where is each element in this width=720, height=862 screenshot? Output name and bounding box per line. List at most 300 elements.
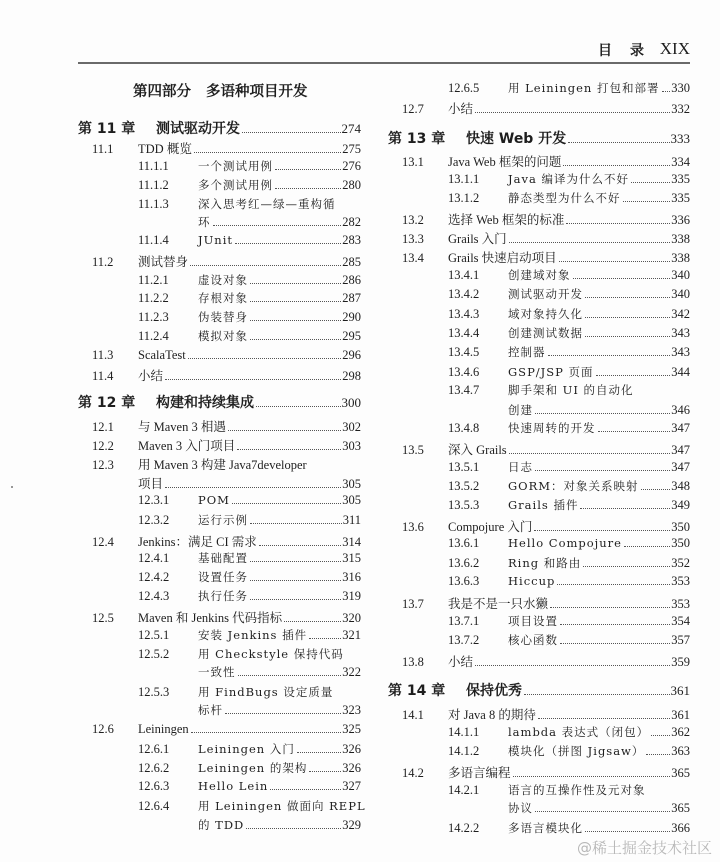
toc-title: lambda 表达式（闭包） <box>508 725 650 739</box>
toc-title: Leiningen <box>138 722 189 736</box>
toc-title: POM <box>198 493 230 507</box>
toc-subsection-row[interactable] <box>138 309 361 327</box>
toc-number: 11.2.4 <box>138 329 169 343</box>
toc-page-number: 290 <box>342 310 361 324</box>
dot-leader <box>550 607 670 608</box>
toc-page-number: 330 <box>671 81 690 95</box>
toc-number: 13.1.2 <box>448 191 480 205</box>
toc-page-number: 326 <box>342 761 361 775</box>
toc-title: Compojure 入门 <box>448 520 533 534</box>
toc-title: 域对象持久化 <box>508 307 583 321</box>
toc-subsection-row[interactable] <box>448 782 690 800</box>
toc-page-number: 287 <box>342 291 361 305</box>
toc-title: Hello Lein <box>198 779 269 793</box>
toc-title: 标杆 <box>198 703 223 717</box>
toc-subsection-row[interactable] <box>138 779 361 797</box>
toc-number: 13.6.1 <box>448 536 480 550</box>
dot-leader <box>535 811 670 812</box>
toc-subsection-row[interactable] <box>138 290 361 308</box>
dot-leader <box>270 789 341 790</box>
toc-title: Grails 插件 <box>508 498 579 512</box>
dot-leader <box>580 508 670 509</box>
toc-section-row[interactable] <box>92 252 361 270</box>
toc-number: 14.2 <box>402 766 424 780</box>
toc-page-number: 359 <box>671 655 690 669</box>
toc-title: Hello Compojure <box>508 536 622 550</box>
toc-title: 模块化（拼图 Jigsaw） <box>508 744 645 758</box>
toc-title: 协议 <box>508 801 533 815</box>
dot-leader <box>228 430 341 431</box>
toc-section-row[interactable] <box>92 722 361 740</box>
toc-section-row[interactable] <box>92 608 361 626</box>
toc-number: 13.8 <box>402 655 424 669</box>
toc-subsection-row[interactable] <box>138 196 361 214</box>
toc-page-number: 326 <box>342 742 361 756</box>
toc-title: 日志 <box>508 460 533 474</box>
toc-section-row[interactable] <box>402 229 690 247</box>
toc-title: 语言的互操作性及元对象 <box>508 783 646 797</box>
toc-section-row[interactable] <box>92 474 361 492</box>
toc-subsection-row[interactable] <box>448 364 690 382</box>
dot-leader <box>548 355 671 356</box>
toc-subsection-row[interactable] <box>448 402 690 420</box>
toc-page-number: 335 <box>671 172 690 186</box>
toc-number: 14.1.1 <box>448 725 480 739</box>
toc-page-number: 348 <box>671 479 690 493</box>
toc-subsection-row[interactable] <box>448 420 690 438</box>
toc-number: 13.2 <box>402 213 424 227</box>
toc-number: 13.5.3 <box>448 498 480 512</box>
toc-page-number: 361 <box>670 683 690 698</box>
toc-subsection-row[interactable] <box>138 158 361 176</box>
toc-page-number: 346 <box>671 403 690 417</box>
dot-leader <box>585 831 670 832</box>
dot-leader <box>598 431 671 432</box>
toc-number: 12.7 <box>402 102 424 116</box>
toc-page-number: 283 <box>342 233 361 247</box>
toc-title: 深入思考红—绿—重构循 <box>198 197 336 211</box>
toc-title: 安装 Jenkins 插件 <box>198 628 308 642</box>
toc-subsection-row[interactable] <box>448 743 690 761</box>
toc-title: 创建测试数据 <box>508 326 583 340</box>
toc-subsection-row[interactable] <box>138 272 361 290</box>
toc-page-number: 280 <box>342 178 361 192</box>
toc-section-row[interactable] <box>92 436 361 454</box>
toc-page-number: 321 <box>342 628 361 642</box>
toc-title: 设置任务 <box>198 570 248 584</box>
toc-section-row[interactable] <box>92 348 361 366</box>
toc-subsection-row[interactable] <box>138 702 361 720</box>
toc-number: 12.6 <box>92 722 114 736</box>
dot-leader <box>297 752 341 753</box>
toc-number: 第 11 章 <box>78 121 136 137</box>
dot-leader <box>513 776 671 777</box>
toc-number: 12.5.1 <box>138 628 170 642</box>
toc-subsection-row[interactable] <box>138 512 361 530</box>
toc-section-row[interactable] <box>92 417 361 435</box>
toc-title: ScalaTest <box>138 348 186 362</box>
toc-title: 多个测试用例 <box>198 178 273 192</box>
toc-title: 选择 Web 框架的标准 <box>448 213 565 227</box>
toc-page-number: 320 <box>342 611 361 625</box>
toc-page-number: 332 <box>671 102 690 116</box>
toc-section-row[interactable] <box>402 763 690 781</box>
header-page-number: XIX <box>659 39 690 58</box>
toc-subsection-row[interactable] <box>448 536 690 554</box>
toc-section-row[interactable] <box>92 139 361 157</box>
toc-number: 13.7.2 <box>448 633 480 647</box>
toc-title: GSP/JSP 页面 <box>508 365 594 379</box>
toc-chapter-row[interactable] <box>388 128 690 146</box>
toc-number: 13.5.1 <box>448 460 480 474</box>
toc-number: 13.7 <box>402 597 424 611</box>
dot-leader <box>250 301 341 302</box>
dot-leader <box>560 624 670 625</box>
toc-subsection-row[interactable] <box>448 555 690 573</box>
toc-title: 多语言模块化 <box>508 821 583 835</box>
toc-title: 对 Java 8 的期待 <box>448 708 536 722</box>
toc-page-number: 334 <box>671 155 690 169</box>
toc-section-row[interactable] <box>402 517 690 535</box>
toc-subsection-row[interactable] <box>448 286 690 304</box>
toc-page-number: 340 <box>671 268 690 282</box>
toc-number: 14.2.2 <box>448 821 480 835</box>
toc-subsection-row[interactable] <box>138 646 361 664</box>
toc-subsection-row[interactable] <box>448 382 690 400</box>
dot-leader <box>191 732 342 733</box>
dot-leader <box>475 112 670 113</box>
toc-title: 运行示例 <box>198 513 248 527</box>
dot-leader <box>535 470 670 471</box>
toc-title: 执行任务 <box>198 589 248 603</box>
toc-number: 第 14 章 <box>388 683 446 699</box>
toc-title: Maven 和 Jenkins 代码指标 <box>138 611 283 625</box>
toc-title: 项目设置 <box>508 614 558 628</box>
dot-leader <box>213 225 342 226</box>
toc-subsection-row[interactable] <box>448 478 690 496</box>
toc-section-row[interactable] <box>402 152 690 170</box>
toc-page-number: 319 <box>342 589 361 603</box>
dot-leader <box>538 718 670 719</box>
toc-subsection-row[interactable] <box>138 798 366 816</box>
toc-page-number: 323 <box>342 703 361 717</box>
toc-subsection-row[interactable] <box>448 820 690 838</box>
toc-page-number: 340 <box>671 287 690 301</box>
toc-number: 14.2.1 <box>448 783 480 797</box>
toc-page-number: 343 <box>671 326 690 340</box>
dot-leader <box>165 379 341 380</box>
toc-title: 用 Leiningen 做面向 REPL <box>198 799 366 813</box>
dot-leader <box>631 182 670 183</box>
toc-subsection-row[interactable] <box>448 325 690 343</box>
toc-number: 13.5 <box>402 443 424 457</box>
toc-title: Java Web 框架的问题 <box>448 155 562 169</box>
toc-page-number: 282 <box>342 215 361 229</box>
toc-page-number: 338 <box>671 251 690 265</box>
toc-number: 13.4.1 <box>448 268 480 282</box>
toc-title: 静态类型为什么不好 <box>508 191 621 205</box>
toc-chapter-row[interactable] <box>78 392 361 410</box>
toc-subsection-row[interactable] <box>448 171 690 189</box>
toc-number: 13.6 <box>402 520 424 534</box>
toc-title: JUnit <box>198 233 234 247</box>
toc-page-number: 342 <box>671 307 690 321</box>
toc-title: 快速 Web 开发 <box>466 131 567 147</box>
toc-number: 12.6.5 <box>448 81 480 95</box>
dot-leader <box>534 530 670 531</box>
toc-subsection-row[interactable] <box>448 632 690 650</box>
dot-leader <box>585 317 670 318</box>
page-header <box>78 40 690 60</box>
toc-number: 12.6.1 <box>138 742 170 756</box>
toc-section-row[interactable] <box>92 455 361 473</box>
toc-number: 11.1.3 <box>138 197 169 211</box>
dot-leader <box>651 735 670 736</box>
toc-subsection-row[interactable] <box>138 741 361 759</box>
toc-number: 11.2.1 <box>138 273 169 287</box>
toc-title: Maven 3 入门项目 <box>138 439 236 453</box>
toc-title: TDD 概览 <box>138 142 192 156</box>
toc-number: 11.1.2 <box>138 178 169 192</box>
toc-title: 用 Maven 3 构建 Java7developer <box>138 458 307 472</box>
dot-leader <box>509 242 671 243</box>
toc-number: 11.4 <box>92 369 114 383</box>
toc-title: 测试驱动开发 <box>508 287 583 301</box>
toc-number: 12.4 <box>92 535 114 549</box>
toc-title: 创建域对象 <box>508 268 571 282</box>
dot-leader <box>275 169 341 170</box>
toc-number: 12.1 <box>92 420 114 434</box>
toc-title: 控制器 <box>508 345 546 359</box>
toc-number: 12.5.3 <box>138 685 170 699</box>
dot-leader <box>535 413 670 414</box>
dot-leader <box>559 261 671 262</box>
dot-leader <box>232 503 341 504</box>
dot-leader <box>560 643 670 644</box>
dot-leader <box>242 132 341 133</box>
toc-subsection-row[interactable] <box>448 800 690 818</box>
toc-subsection-row[interactable] <box>138 328 361 346</box>
toc-number: 13.3 <box>402 232 424 246</box>
dot-leader <box>624 546 670 547</box>
dot-leader <box>275 188 341 189</box>
toc-title: 脚手架和 UI 的自动化 <box>508 383 634 397</box>
dot-leader <box>563 165 670 166</box>
toc-page-number: 305 <box>342 493 361 507</box>
toc-section-row[interactable] <box>402 99 690 117</box>
dot-leader <box>309 771 341 772</box>
toc-subsection-row[interactable] <box>448 80 690 98</box>
toc-subsection-row[interactable] <box>138 569 361 587</box>
toc-number: 11.1.1 <box>138 159 169 173</box>
toc-number: 13.6.3 <box>448 574 480 588</box>
toc-title: 一致性 <box>198 665 236 679</box>
part-title: 第四部分 多语种项目开发 <box>133 84 308 100</box>
toc-subsection-row[interactable] <box>138 760 361 778</box>
toc-subsection-row[interactable] <box>138 214 361 232</box>
dot-leader <box>250 580 341 581</box>
toc-subsection-row[interactable] <box>448 459 690 477</box>
toc-title: Leiningen 入门 <box>198 742 295 756</box>
toc-page-number: 347 <box>671 460 690 474</box>
dot-leader <box>585 297 670 298</box>
toc-page-number: 338 <box>671 232 690 246</box>
dot-leader <box>250 523 342 524</box>
dot-leader <box>235 243 341 244</box>
toc-page-number: 327 <box>342 779 361 793</box>
toc-number: 13.7.1 <box>448 614 480 628</box>
toc-page-number: 333 <box>670 131 690 146</box>
toc-subsection-row[interactable] <box>448 306 690 324</box>
toc-section-row[interactable] <box>402 248 690 266</box>
toc-subsection-row[interactable] <box>138 177 361 195</box>
dot-leader <box>250 339 341 340</box>
toc-page-number: 363 <box>671 744 690 758</box>
toc-subsection-row[interactable] <box>448 574 690 592</box>
toc-subsection-row[interactable] <box>138 664 361 682</box>
toc-page-number: 315 <box>342 551 361 565</box>
toc-page-number: 285 <box>342 255 361 269</box>
toc-title: 小结 <box>448 655 474 669</box>
dot-leader <box>194 152 341 153</box>
toc-number: 12.4.3 <box>138 589 170 603</box>
toc-page-number: 296 <box>342 348 361 362</box>
toc-title: 小结 <box>448 102 474 116</box>
toc-title: 构建和持续集成 <box>156 395 254 411</box>
dot-leader <box>259 545 341 546</box>
toc-section-row[interactable] <box>92 366 361 384</box>
toc-subsection-row[interactable] <box>138 817 361 835</box>
toc-subsection-row[interactable] <box>448 497 690 515</box>
toc-subsection-row[interactable] <box>448 190 690 208</box>
toc-title: 基础配置 <box>198 551 248 565</box>
toc-page-number: 302 <box>342 420 361 434</box>
toc-number: 11.2.2 <box>138 291 169 305</box>
toc-number: 13.1 <box>402 155 424 169</box>
dot-leader <box>256 406 341 407</box>
toc-number: 14.1.2 <box>448 744 480 758</box>
toc-page-number: 314 <box>342 535 361 549</box>
toc-number: 12.6.3 <box>138 779 170 793</box>
toc-page-number: 347 <box>671 443 690 457</box>
toc-number: 12.6.2 <box>138 761 170 775</box>
toc-page-number: 325 <box>342 722 361 736</box>
toc-number: 11.1 <box>92 142 114 156</box>
toc-page-number: 336 <box>671 213 690 227</box>
toc-page-number: 274 <box>341 121 361 136</box>
toc-title: Java 编译为什么不好 <box>508 172 629 186</box>
toc-subsection-row[interactable] <box>448 613 690 631</box>
toc-subsection-row[interactable] <box>138 684 361 702</box>
toc-number: 13.4.4 <box>448 326 480 340</box>
toc-number: 12.3 <box>92 458 114 472</box>
toc-title: 核心函数 <box>508 633 558 647</box>
toc-subsection-row[interactable] <box>448 724 690 742</box>
dot-leader <box>641 489 671 490</box>
toc-number: 13.4.6 <box>448 365 480 379</box>
toc-number: 13.5.2 <box>448 479 480 493</box>
toc-title: 存根对象 <box>198 291 248 305</box>
dot-leader <box>583 566 670 567</box>
toc-number: 11.2 <box>92 255 114 269</box>
toc-section-row[interactable] <box>402 440 690 458</box>
toc-section-row[interactable] <box>402 210 690 228</box>
toc-title: 创建 <box>508 403 533 417</box>
toc-page-number: 300 <box>341 395 361 410</box>
dot-leader <box>238 675 342 676</box>
toc-subsection-row[interactable] <box>448 267 690 285</box>
toc-page-number: 295 <box>342 329 361 343</box>
dot-leader <box>557 584 670 585</box>
toc-subsection-row[interactable] <box>138 233 361 251</box>
toc-title: 的 TDD <box>198 818 245 832</box>
dot-leader <box>662 91 671 92</box>
toc-chapter-row[interactable] <box>388 680 690 698</box>
toc-page-number: 343 <box>671 345 690 359</box>
toc-page-number: 350 <box>671 536 690 550</box>
toc-title: 用 FindBugs 设定质量 <box>198 685 334 699</box>
toc-section-row[interactable] <box>402 652 690 670</box>
toc-page-number: 335 <box>671 191 690 205</box>
toc-subsection-row[interactable] <box>448 344 690 362</box>
toc-page-number: 350 <box>671 520 690 534</box>
toc-subsection-row[interactable] <box>138 627 361 645</box>
toc-section-row[interactable] <box>402 705 690 723</box>
dot-leader <box>509 453 671 454</box>
toc-number: 12.3.2 <box>138 513 170 527</box>
toc-number: 13.4.8 <box>448 421 480 435</box>
dot-leader <box>246 828 341 829</box>
toc-title: GORM：对象关系映射 <box>508 479 639 493</box>
toc-number: 12.4.1 <box>138 551 170 565</box>
toc-title: 测试替身 <box>138 255 189 269</box>
toc-page-number: 305 <box>342 477 361 491</box>
header-rule <box>78 62 690 64</box>
header-title: 目录 <box>598 43 662 59</box>
dot-leader <box>566 223 670 224</box>
toc-title: Hiccup <box>508 574 556 588</box>
dot-leader <box>596 375 671 376</box>
toc-subsection-row[interactable] <box>138 493 361 511</box>
toc-number: 第 13 章 <box>388 131 446 147</box>
dot-leader <box>250 599 341 600</box>
toc-page-number: 322 <box>342 665 361 679</box>
dot-leader <box>188 358 342 359</box>
toc-page-number: 365 <box>671 766 690 780</box>
dot-leader <box>250 561 341 562</box>
toc-section-row[interactable] <box>402 594 690 612</box>
dot-leader <box>524 694 670 695</box>
toc-title: 保持优秀 <box>466 683 522 699</box>
toc-chapter-row[interactable] <box>78 118 361 136</box>
toc-number: 11.1.4 <box>138 233 169 247</box>
dot-leader <box>165 487 341 488</box>
toc-number: 13.6.2 <box>448 556 480 570</box>
toc-section-row[interactable] <box>92 532 361 550</box>
toc-page-number: 365 <box>671 801 690 815</box>
toc-title: 一个测试用例 <box>198 159 273 173</box>
toc-title: 项目 <box>138 477 164 491</box>
toc-number: 13.4.2 <box>448 287 480 301</box>
toc-title: 与 Maven 3 相遇 <box>138 420 226 434</box>
toc-subsection-row[interactable] <box>138 588 361 606</box>
toc-page-number: 352 <box>671 556 690 570</box>
dot-leader <box>568 142 669 143</box>
toc-page-number: 303 <box>342 439 361 453</box>
toc-page-number: 366 <box>671 821 690 835</box>
toc-subsection-row[interactable] <box>138 550 361 568</box>
dot-leader <box>475 665 670 666</box>
